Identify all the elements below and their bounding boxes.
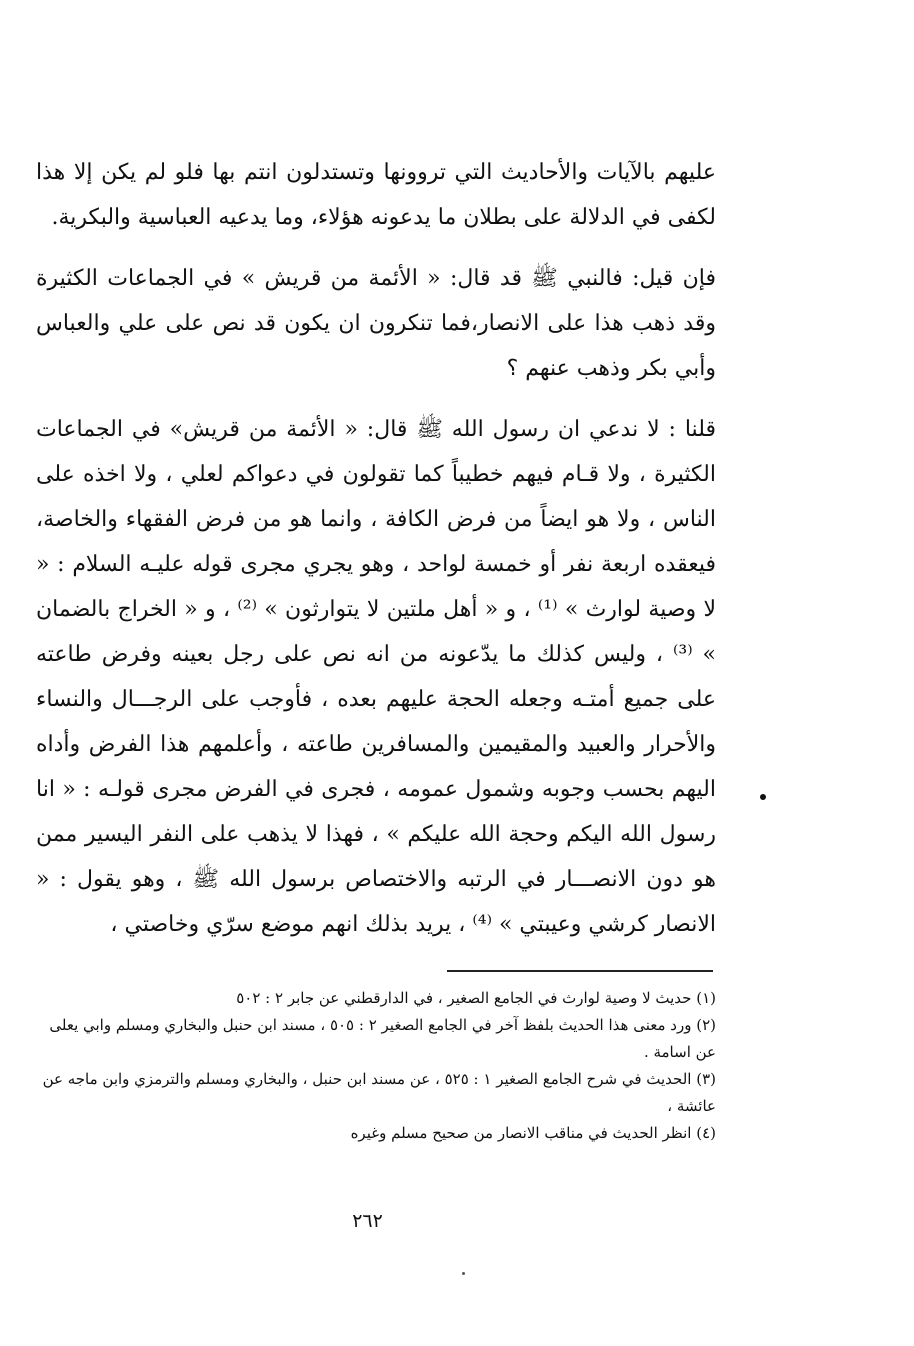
paragraph-text: عليهم بالآيات والأحاديث التي تروونها وتستدلون انتم بها فلو لم يكن إلا هذا لكفى في الدلالة على بطلان ما يدعونه هؤلاء، وما يدعيه العباسية والبكرية. (36, 160, 716, 230)
footnote-4: (٤) انظر الحديث في مناقب الانصار من صحيح مسلم وغيره (350, 1124, 716, 1142)
paragraph-text: فإن قيل: فالنبي ﷺ قد قال: « الأئمة من قريش » في الجماعات الكثيرة وقد ذهب هذا على الانصار،فما تنكرون ان يكون قد نص على علي والعباس وأبي بكر وذهب عنهم ؟ (36, 266, 716, 381)
footnote-1: (١) حديث لا وصية لوارث في الجامع الصغير ، في الدارقطني عن جابر ٢ : ٥٠٢ (236, 989, 716, 1007)
page-number: ٢٦٢ (352, 1210, 383, 1232)
paragraph-text: قلنا : لا ندعي ان رسول الله ﷺ قال: « الأئمة من قريش» في الجماعات الكثيرة ، ولا قـام فيهم خطيباً كما تقولون في دعواكم لعلي ، ولا اخذه على الناس ، ولا هو ايضاً من فرض الكافة ، وانما هو من فرض الفقهاء والخاصة، فيعقده اربعة نفر أو خمسة لواحد ، وهو يجري مجرى قوله عليـه السلام : « لا وصية لوارث » ⁽¹⁾ ، و « أهل ملتين لا يتوارثون » ⁽²⁾ ، و « الخراج بالضمان » ⁽³⁾ ، وليس كذلك ما يدّعونه من انه نص على رجل بعينه وفرض طاعته على جميع أمتـه وجعله الحجة عليهم بعده ، فأوجب على الرجـــال والنساء والأحرار والعبيد والمقيمين والمسافرين طاعته ، وأعلمهم هذا الفرض وأداه اليهم بحسب وجوبه وشمول عمومه ، فجرى في الفرض مجرى قولـه : « انا رسول الله اليكم وحجة الله عليكم » ، فهذا لا يذهب على النفر اليسير ممن هو دون الانصـــار في الرتبه والاختصاص برسول الله ﷺ ، وهو يقول : « الانصار كرشي وعيبتي » ⁽⁴⁾ ، يريد بذلك انهم موضع سرّي وخاصتي ، (36, 417, 717, 937)
main-text (36, 150, 716, 961)
margin-mark (760, 794, 766, 800)
paragraph-2 (36, 256, 716, 391)
footnote-separator (447, 970, 713, 972)
footnote-2: (٢) ورد معنى هذا الحديث بلفظ آخر في الجامع الصغير ٢ : ٥٠٥ ، مسند ابن حنبل والبخاري ومسلم وابي يعلى عن اسامة . (49, 1016, 716, 1061)
footnote-3: (٣) الحديث في شرح الجامع الصغير ١ : ٥٢٥ ، عن مسند ابن حنبل ، والبخاري ومسلم والترمزي وابن ماجه عن عائشة ، (42, 1070, 716, 1115)
print-speck (462, 1272, 465, 1275)
footnotes (36, 985, 716, 1147)
paragraph-3 (36, 407, 716, 947)
paragraph-1 (36, 150, 716, 240)
